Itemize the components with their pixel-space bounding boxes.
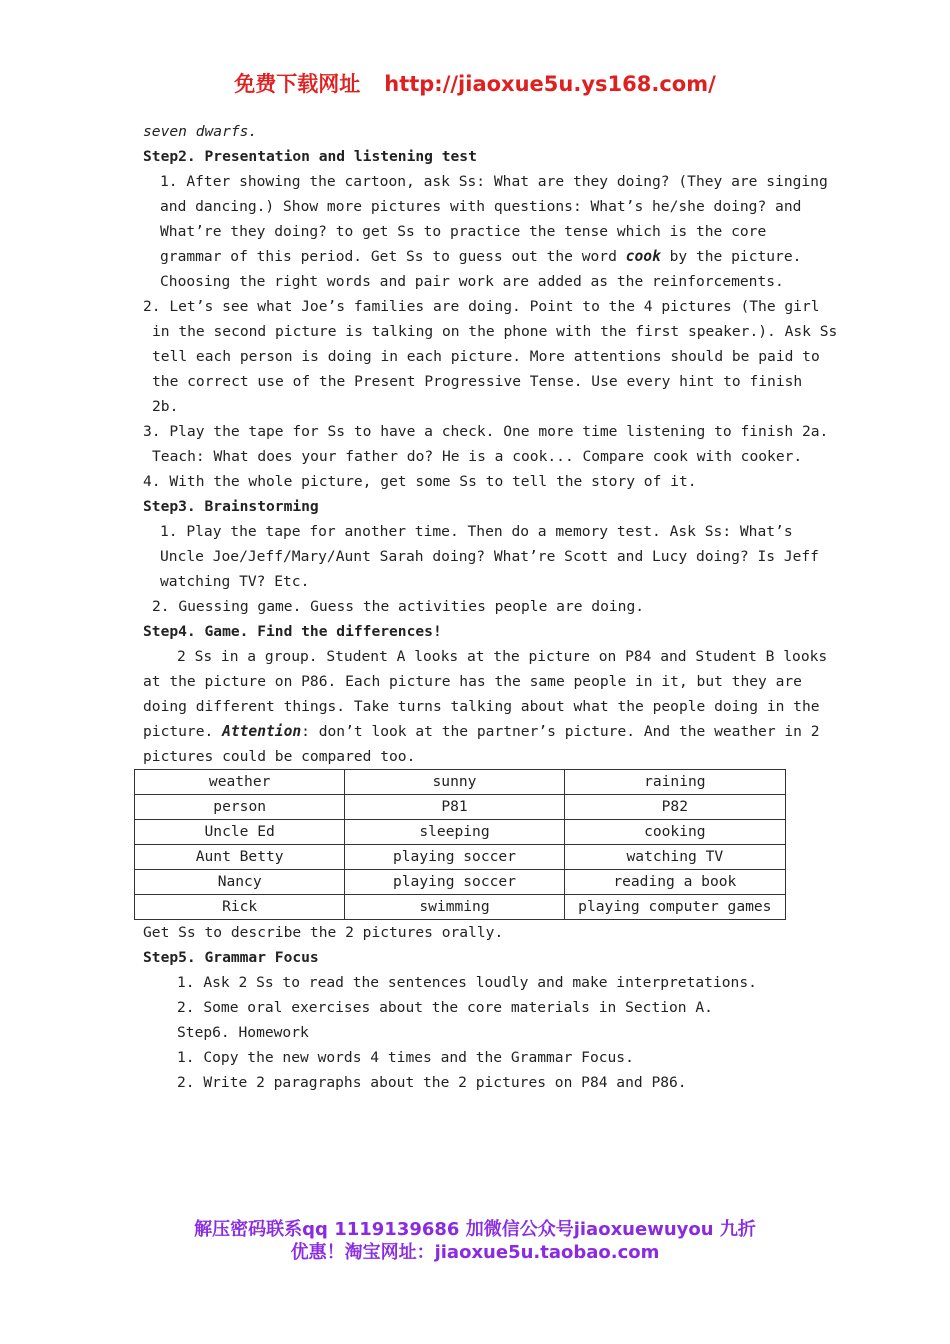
text-line: pictures could be compared too. — [143, 748, 416, 765]
header-url-link[interactable]: http://jiaoxue5u.ys168.com/ — [384, 72, 716, 96]
step2-item3 — [143, 419, 829, 469]
word-attention: Attention — [222, 723, 302, 740]
text-line: 2b. — [152, 398, 179, 415]
step5-heading: Step5. Grammar Focus — [143, 949, 319, 966]
table-cell: Rick — [135, 895, 345, 920]
step2-heading: Step2. Presentation and listening test — [143, 148, 477, 165]
table-cell: playing computer games — [564, 895, 785, 920]
table-cell: sleeping — [345, 820, 564, 845]
table-row — [135, 795, 786, 820]
text-span: by the picture. — [660, 248, 802, 265]
text-line: doing different things. Take turns talking about what the people doing in the — [143, 698, 820, 715]
table-row — [135, 820, 786, 845]
table-row — [135, 845, 786, 870]
text-line: tell each person is doing in each picture. More attentions should be paid to — [152, 348, 820, 365]
page-footer — [0, 1218, 950, 1264]
table-cell: sunny — [345, 770, 564, 795]
text-line — [160, 244, 807, 269]
step2-item4: 4. With the whole picture, get some Ss to tell the story of it. — [143, 473, 697, 490]
step3-item2: 2. Guessing game. Guess the activities people are doing. — [152, 598, 645, 615]
text-line: 3. Play the tape for Ss to have a check. One more time listening to finish 2a. — [143, 423, 829, 440]
text-line: 1. Play the tape for another time. Then do a memory test. Ask Ss: What’s — [160, 523, 793, 540]
text-line: Teach: What does your father do? He is a cook... Compare cook with cooker. — [152, 448, 803, 465]
table-cell: Aunt Betty — [135, 845, 345, 870]
word-cook: cook — [625, 248, 661, 265]
text-line: Choosing the right words and pair work are added as the reinforcements. — [160, 273, 784, 290]
table-cell: reading a book — [564, 870, 785, 895]
step6-heading: Step6. Homework — [177, 1024, 309, 1041]
step3-item1 — [143, 519, 819, 594]
intro-line: seven dwarfs. — [143, 123, 258, 140]
table-cell: Uncle Ed — [135, 820, 345, 845]
step5-item1: 1. Ask 2 Ss to read the sentences loudly and make interpretations. — [177, 974, 757, 991]
after-table-line: Get Ss to describe the 2 pictures orally. — [143, 924, 504, 941]
table-cell: raining — [564, 770, 785, 795]
step5-item2: 2. Some oral exercises about the core materials in Section A. — [177, 999, 713, 1016]
step6-item1: 1. Copy the new words 4 times and the Grammar Focus. — [177, 1049, 634, 1066]
text-line: and dancing.) Show more pictures with questions: What’s he/she doing? and — [160, 198, 802, 215]
text-line: What’re they doing? to get Ss to practice the tense which is the core — [160, 223, 767, 240]
text-line: in the second picture is talking on the phone with the first speaker.). Ask Ss — [152, 323, 838, 340]
table-cell: Nancy — [135, 870, 345, 895]
text-line: 1. After showing the cartoon, ask Ss: What are they doing? (They are singing — [160, 173, 828, 190]
document-body — [143, 119, 838, 1095]
text-line — [143, 719, 820, 744]
table-cell: person — [135, 795, 345, 820]
text-line: watching TV? Etc. — [160, 573, 310, 590]
table-cell: weather — [135, 770, 345, 795]
text-line: Uncle Joe/Jeff/Mary/Aunt Sarah doing? What’re Scott and Lucy doing? Is Jeff — [160, 548, 819, 565]
text-line: 2 Ss in a group. Student A looks at the picture on P84 and Student B looks — [177, 648, 828, 665]
text-line: at the picture on P86. Each picture has the same people in it, but they are — [143, 673, 802, 690]
step4-paragraph — [143, 644, 828, 769]
table-row — [135, 895, 786, 920]
text-line: the correct use of the Present Progressive Tense. Use every hint to finish — [152, 373, 803, 390]
table-cell: playing soccer — [345, 870, 564, 895]
table-row — [135, 770, 786, 795]
step2-item2 — [143, 294, 838, 419]
table-cell: watching TV — [564, 845, 785, 870]
differences-table — [134, 769, 786, 920]
footer-line-2[interactable]: 优惠！淘宝网址：jiaoxue5u.taobao.com — [290, 1242, 660, 1263]
step3-heading: Step3. Brainstorming — [143, 498, 319, 515]
text-span: : don’t look at the partner’s picture. And the weather in 2 — [301, 723, 820, 740]
table-cell: playing soccer — [345, 845, 564, 870]
step4-heading: Step4. Game. Find the differences! — [143, 623, 442, 640]
table-cell: swimming — [345, 895, 564, 920]
table-cell: P81 — [345, 795, 564, 820]
page-header — [0, 68, 950, 98]
header-download-label: 免费下载网址 — [234, 72, 361, 96]
text-line: 2. Let’s see what Joe’s families are doing. Point to the 4 pictures (The girl — [143, 298, 820, 315]
footer-line-1: 解压密码联系qq 1119139686 加微信公众号jiaoxuewuyou 九折 — [194, 1219, 756, 1240]
text-span: grammar of this period. Get Ss to guess out the word — [160, 248, 626, 265]
text-span: picture. — [143, 723, 223, 740]
table-cell: P82 — [564, 795, 785, 820]
table-cell: cooking — [564, 820, 785, 845]
table-row — [135, 870, 786, 895]
step2-item1 — [143, 169, 828, 294]
step6-item2: 2. Write 2 paragraphs about the 2 pictures on P84 and P86. — [177, 1074, 687, 1091]
